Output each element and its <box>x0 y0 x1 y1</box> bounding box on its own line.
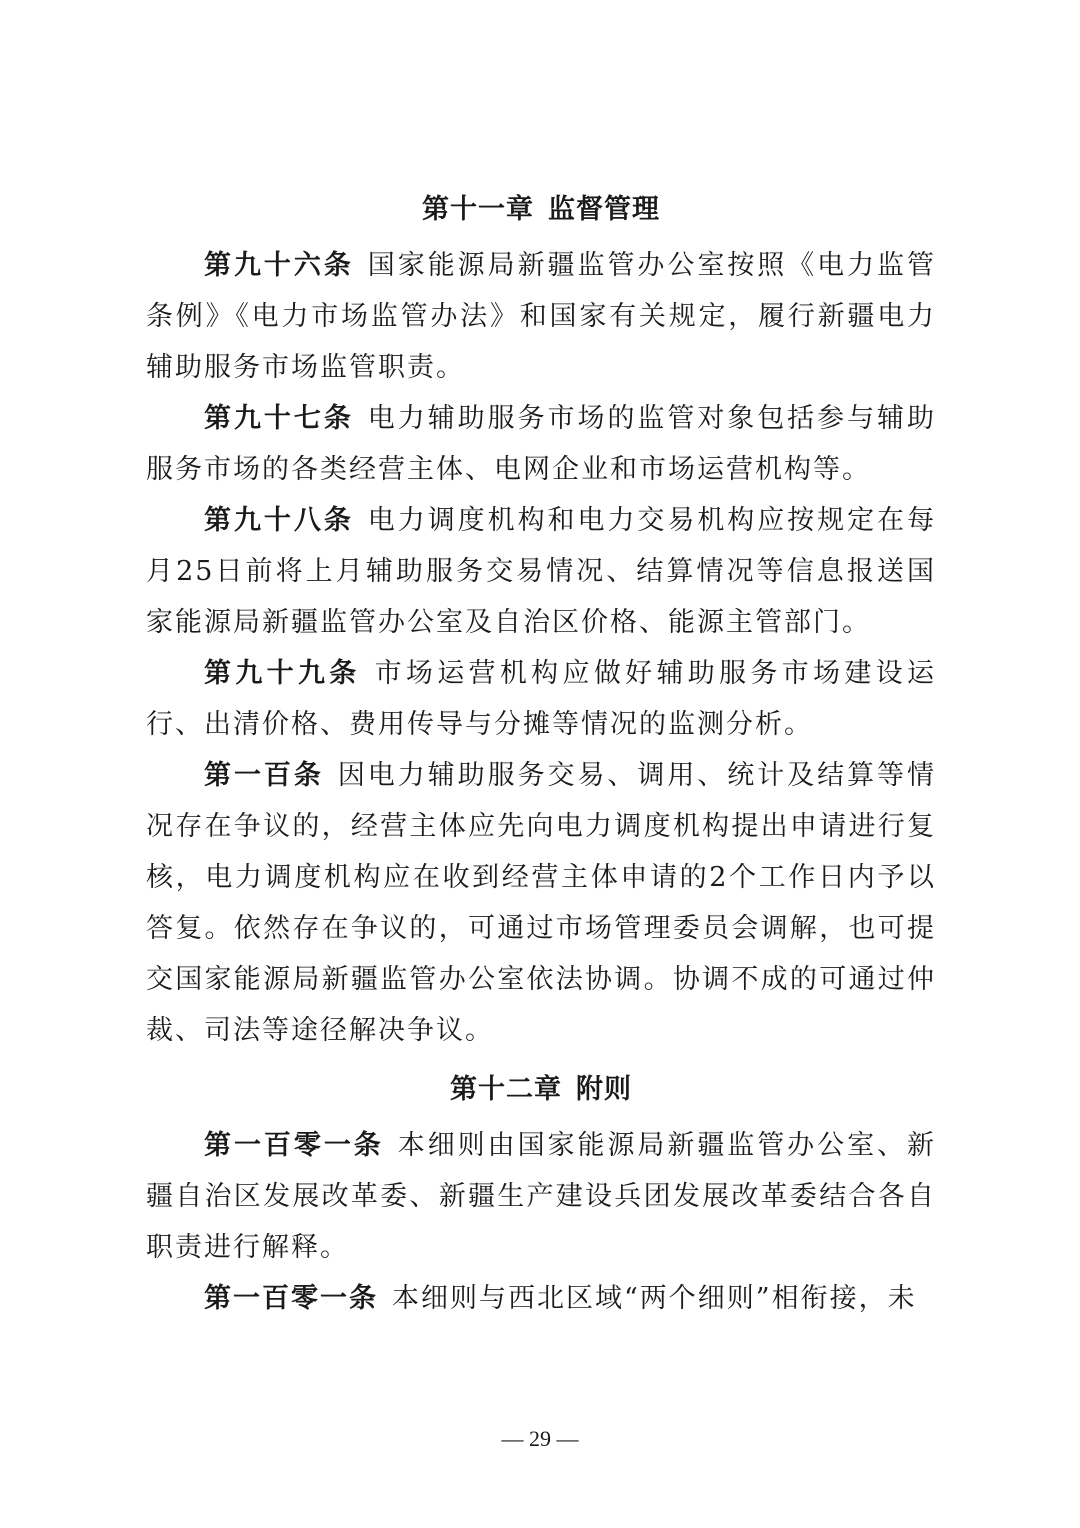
article-99-text: 市场运营机构应做好辅助服务市场建设运行、出清价格、费用传导与分摊等情况的监测分析。 <box>146 658 937 740</box>
article-97-text: 电力辅助服务市场的监管对象包括参与辅助服务市场的各类经营主体、电网企业和市场运营机构等。 <box>146 403 937 485</box>
chapter-12-title: 附则 <box>576 1074 632 1105</box>
page-number: — 29 — <box>501 1426 579 1451</box>
article-99 <box>146 648 936 750</box>
chapter-12-heading <box>146 1068 936 1112</box>
article-101 <box>146 1120 936 1273</box>
article-96-text: 国家能源局新疆监管办公室按照《电力监管条例》《电力市场监管办法》和国家有关规定，履行新疆电力辅助服务市场监管职责。 <box>146 250 937 383</box>
article-101-second-label: 第一百零一条 <box>204 1283 378 1314</box>
article-97-label: 第九十七条 <box>204 403 354 434</box>
article-101-text: 本细则由国家能源局新疆监管办公室、新疆自治区发展改革委、新疆生产建设兵团发展改革委结合各自职责进行解释。 <box>146 1130 937 1263</box>
article-98 <box>146 495 936 648</box>
article-96 <box>146 240 936 393</box>
article-98-label: 第九十八条 <box>204 505 354 536</box>
article-97 <box>146 393 936 495</box>
article-96-label: 第九十六条 <box>204 250 354 281</box>
article-98-text: 电力调度机构和电力交易机构应按规定在每月25日前将上月辅助服务交易情况、结算情况等信息报送国家能源局新疆监管办公室及自治区价格、能源主管部门。 <box>146 505 937 638</box>
article-99-label: 第九十九条 <box>204 658 361 689</box>
chapter-11-number: 第十一章 <box>422 194 534 225</box>
article-100 <box>146 750 936 1056</box>
article-100-text: 因电力辅助服务交易、调用、统计及结算等情况存在争议的，经营主体应先向电力调度机构提出申请进行复核，电力调度机构应在收到经营主体申请的2个工作日内予以答复。依然存在争议的，可通过市场管理委员会调解，也可提交国家能源局新疆监管办公室依法协调。协调不成的可通过仲裁、司法等途径解决争议。 <box>146 760 937 1046</box>
article-101-second <box>146 1273 936 1324</box>
chapter-12-number: 第十二章 <box>450 1074 562 1105</box>
article-100-label: 第一百条 <box>204 760 324 791</box>
chapter-11-title: 监督管理 <box>548 194 660 225</box>
chapter-11-heading <box>146 188 936 232</box>
article-101-label: 第一百零一条 <box>204 1130 384 1161</box>
article-101-second-text: 本细则与西北区域“两个细则”相衔接，未 <box>392 1283 917 1314</box>
page-content <box>146 188 936 1324</box>
